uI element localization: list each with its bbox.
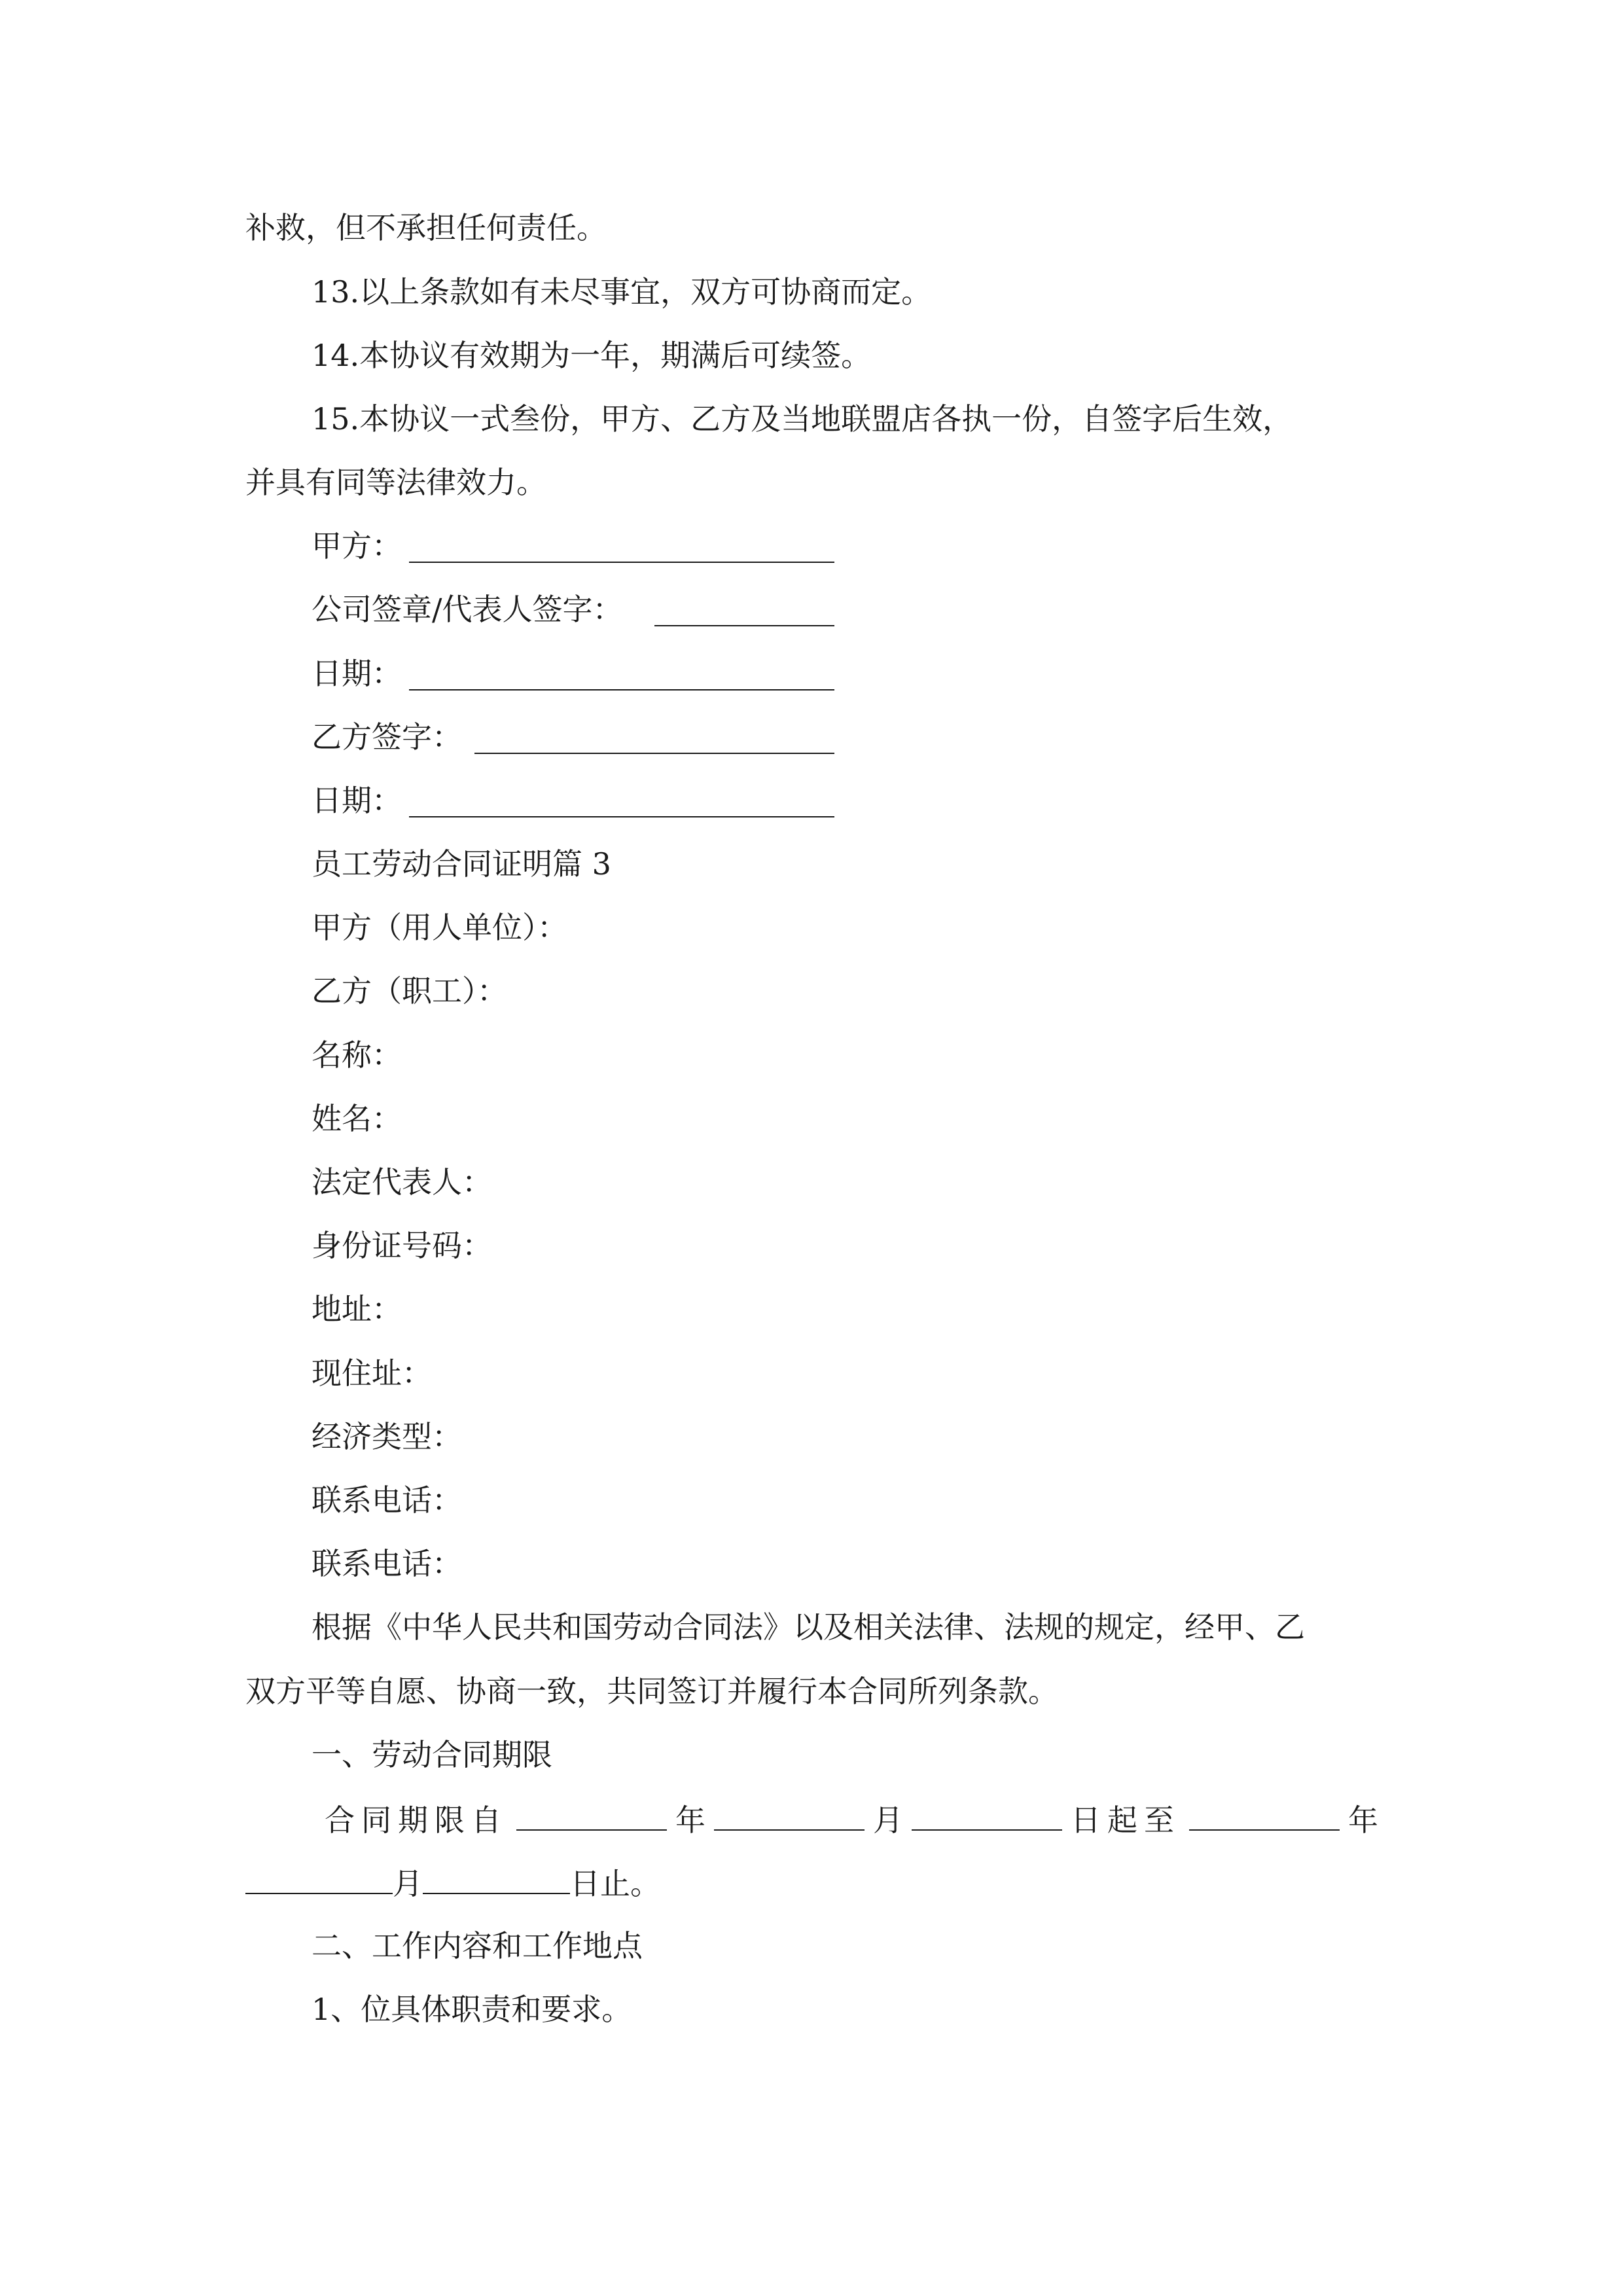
field-party-b: 乙方（职工）： <box>312 973 507 1009</box>
heading-contract-term: 一、劳动合同期限 <box>312 1737 552 1772</box>
clause-14: 14.本协议有效期为一年，期满后可续签。 <box>312 338 872 373</box>
party-a-signature-line <box>409 535 834 563</box>
term-day-from-label: 日起至 <box>1071 1803 1181 1838</box>
section-title: 员工劳动合同证明篇 3 <box>312 846 611 882</box>
blank-end-year <box>1189 1803 1340 1831</box>
field-person-name: 姓名： <box>312 1101 402 1136</box>
heading-work-content: 二、工作内容和工作地点 <box>312 1928 643 1964</box>
intro-line-2: 双方平等自愿、协商一致，共同签订并履行本合同所列条款。 <box>245 1674 1058 1709</box>
term-month-label: 月 <box>393 1866 423 1901</box>
contract-term-line-1 <box>325 1803 1378 1838</box>
field-phone: 联系电话： <box>312 1546 462 1581</box>
date-row-1 <box>312 658 402 689</box>
date-row-2 <box>312 785 402 816</box>
party-b-label: 乙方签字： <box>312 719 462 755</box>
field-party-a: 甲方（用人单位）： <box>312 910 567 945</box>
clause-15-line-1: 15.本协议一式叁份，甲方、乙方及当地联盟店各执一份，自签字后生效， <box>312 401 1293 437</box>
clause-13: 13.以上条款如有未尽事宜，双方可协商而定。 <box>312 274 932 310</box>
field-phone: 联系电话： <box>312 1482 462 1518</box>
company-seal-label: 公司签章/代表人签字： <box>312 592 623 627</box>
term-lead: 合同期限自 <box>325 1803 508 1838</box>
term-year-label: 年 <box>675 1803 705 1838</box>
party-b-signature-row <box>312 719 462 755</box>
paragraph: 补救，但不承担任何责任。 <box>245 210 607 245</box>
date-label: 日期： <box>312 656 402 691</box>
field-economic-type: 经济类型： <box>312 1419 462 1454</box>
company-seal-row <box>312 592 623 627</box>
field-address: 地址： <box>312 1291 402 1327</box>
company-seal-line <box>654 599 834 626</box>
date-label: 日期： <box>312 783 402 818</box>
intro-line-1: 根据《中华人民共和国劳动合同法》以及相关法律、法规的规定，经甲、乙 <box>312 1609 1305 1645</box>
blank-start-year <box>516 1803 667 1831</box>
date-line-1 <box>409 663 834 691</box>
party-b-signature-line <box>474 726 834 754</box>
field-legal-representative: 法定代表人： <box>312 1164 492 1200</box>
clause-15-line-2: 并具有同等法律效力。 <box>245 465 546 500</box>
term-year-label: 年 <box>1348 1803 1378 1838</box>
field-id-number: 身份证号码： <box>312 1228 492 1263</box>
blank-start-month <box>714 1803 865 1831</box>
blank-end-month <box>245 1867 393 1894</box>
blank-start-day <box>912 1803 1062 1831</box>
contract-term-line-2 <box>245 1867 660 1899</box>
field-org-name: 名称： <box>312 1037 402 1073</box>
blank-end-day <box>423 1867 570 1894</box>
field-current-address: 现住址： <box>312 1355 432 1391</box>
item-duties: 1、位具体职责和要求。 <box>312 1992 632 2027</box>
term-month-label: 月 <box>873 1803 903 1838</box>
date-line-2 <box>409 790 834 817</box>
party-a-signature-row <box>312 528 402 564</box>
party-a-label: 甲方： <box>312 528 402 564</box>
term-end-label: 日止。 <box>570 1866 660 1901</box>
